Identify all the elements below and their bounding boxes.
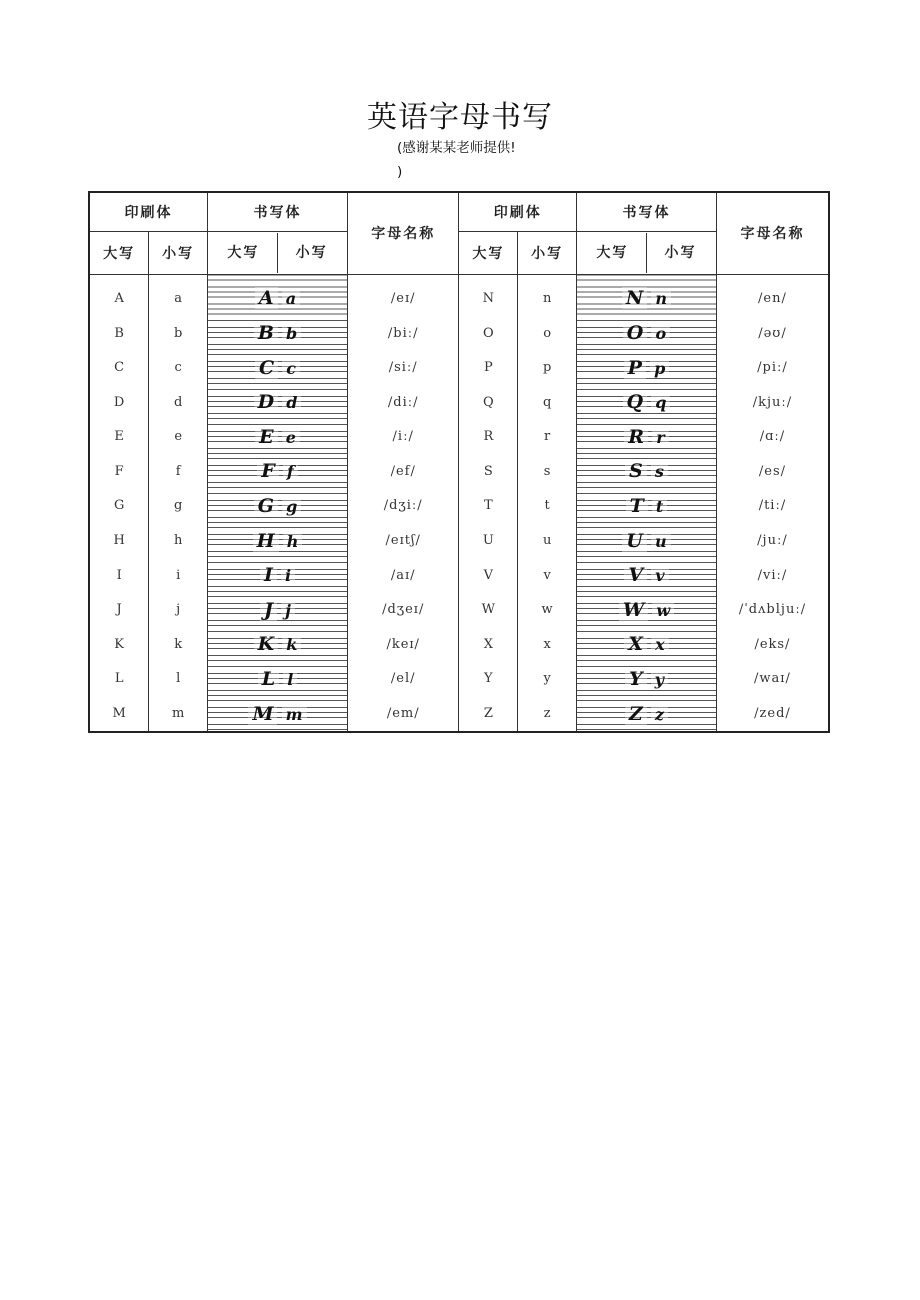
header-script-upper-left: 大写 (227, 245, 260, 261)
letter-name-cell: /piː/ (716, 350, 828, 385)
script-cell (208, 696, 348, 731)
script-lower-letter: g (282, 497, 301, 516)
header-script-upper-right: 大写 (596, 245, 629, 261)
table-row (90, 523, 828, 558)
script-lower-letter: x (651, 635, 669, 654)
letter-name-cell: /iː/ (347, 420, 459, 455)
script-cell (208, 662, 348, 697)
script-cell (208, 316, 348, 351)
print-lower-cell: y (518, 662, 577, 697)
header-script-lower-right: 小写 (664, 245, 697, 261)
letter-name-cell: /siː/ (347, 350, 459, 385)
script-upper-letter: R (624, 426, 648, 448)
print-upper-cell: M (112, 706, 126, 722)
print-lower-cell: f (149, 454, 208, 489)
script-upper-letter: D (254, 391, 278, 413)
script-upper-letter: G (254, 495, 278, 517)
table-row (90, 454, 828, 489)
script-lower-letter: c (282, 359, 300, 378)
header-script-case-right (577, 232, 717, 275)
print-upper-cell: E (114, 429, 124, 445)
script-lower-letter: v (651, 566, 668, 585)
script-cell (208, 627, 348, 662)
script-upper-letter: L (258, 668, 279, 690)
letter-name-cell: /viː/ (716, 558, 828, 593)
print-lower-cell: h (149, 523, 208, 558)
header-print-lower-left: 小写 (149, 232, 208, 275)
print-lower-cell: z (518, 696, 577, 731)
script-upper-letter: F (257, 460, 279, 482)
print-lower-cell: r (518, 420, 577, 455)
script-upper-letter: A (255, 287, 278, 309)
print-upper-cell: K (114, 636, 124, 652)
script-lower-letter: j (281, 601, 295, 620)
print-upper-cell: A (114, 290, 124, 306)
script-lower-letter: y (651, 670, 668, 689)
script-upper-letter: X (624, 633, 647, 655)
print-lower-cell: m (149, 696, 208, 731)
print-upper-cell: O (459, 316, 518, 351)
script-lower-letter: s (651, 462, 668, 481)
print-lower-cell: e (149, 420, 208, 455)
script-lower-letter: l (283, 670, 297, 689)
letter-name-cell: /keɪ/ (347, 627, 459, 662)
print-upper-cell: V (459, 558, 518, 593)
script-upper-letter: B (254, 322, 278, 344)
alphabet-table-sheet (88, 191, 830, 733)
script-upper-letter: Z (625, 703, 647, 725)
script-upper-letter: J (260, 599, 277, 621)
script-lower-letter: e (282, 428, 300, 447)
print-lower-cell: o (518, 316, 577, 351)
letter-name-cell: /diː/ (347, 385, 459, 420)
script-lower-letter: d (282, 393, 301, 412)
script-cell (577, 523, 717, 558)
print-lower-cell: a (149, 275, 208, 316)
header-script-lower-left: 小写 (295, 245, 328, 261)
print-upper-cell: Q (459, 385, 518, 420)
print-upper-cell: I (116, 567, 122, 583)
script-lower-letter: w (652, 601, 674, 620)
letter-name-cell: /kjuː/ (716, 385, 828, 420)
print-upper-cell: X (459, 627, 518, 662)
print-lower-cell: t (518, 489, 577, 524)
header-script-right: 书写体 (577, 193, 717, 232)
script-upper-letter: Q (623, 391, 648, 413)
print-upper-cell: W (459, 592, 518, 627)
script-upper-letter: S (625, 460, 647, 482)
table-row (90, 627, 828, 662)
script-cell (577, 662, 717, 697)
letter-name-cell: /eɪ/ (347, 275, 459, 316)
script-cell (577, 454, 717, 489)
page-title: 英语字母书写 (367, 100, 553, 136)
print-upper-cell: D (113, 394, 125, 410)
print-lower-cell: u (518, 523, 577, 558)
script-cell (577, 558, 717, 593)
table-row (90, 385, 828, 420)
script-upper-letter: K (254, 633, 279, 655)
header-name-right: 字母名称 (716, 193, 828, 275)
script-lower-letter: n (651, 289, 671, 308)
script-lower-letter: o (651, 324, 670, 343)
table-row (90, 592, 828, 627)
header-name-left: 字母名称 (347, 193, 459, 275)
print-upper-cell: P (459, 350, 518, 385)
script-cell (577, 592, 717, 627)
credit-line-1: (感谢某某老师提供! (397, 140, 516, 156)
table-row (90, 696, 828, 731)
script-cell (208, 558, 348, 593)
table-row (90, 316, 828, 351)
print-lower-cell: j (149, 592, 208, 627)
print-lower-cell: l (149, 662, 208, 697)
letter-name-cell: /eɪtʃ/ (347, 523, 459, 558)
letter-name-cell: /eks/ (716, 627, 828, 662)
script-lower-letter: z (651, 705, 668, 724)
letter-name-cell: /em/ (347, 696, 459, 731)
table-row (90, 489, 828, 524)
print-upper-cell: L (114, 671, 124, 687)
header-script-case-left (208, 232, 348, 275)
letter-name-cell: /es/ (716, 454, 828, 489)
letter-name-cell: /waɪ/ (716, 662, 828, 697)
letter-name-cell: /əʊ/ (716, 316, 828, 351)
script-upper-letter: H (253, 530, 279, 552)
script-cell (577, 385, 717, 420)
table-row (90, 275, 828, 316)
letter-name-cell: /ɑː/ (716, 420, 828, 455)
script-upper-letter: W (619, 599, 648, 621)
letter-name-cell: /ˈdʌbljuː/ (716, 592, 828, 627)
credit-line-2: ) (397, 164, 403, 180)
letter-name-cell: /zed/ (716, 696, 828, 731)
letter-name-cell: /dʒiː/ (347, 489, 459, 524)
script-cell (577, 627, 717, 662)
script-cell (577, 275, 717, 316)
print-upper-cell: R (459, 420, 518, 455)
script-cell (208, 350, 348, 385)
print-lower-cell: n (518, 275, 577, 316)
letter-name-cell: /biː/ (347, 316, 459, 351)
script-cell (208, 454, 348, 489)
print-upper-cell: F (114, 463, 124, 479)
print-upper-cell: S (459, 454, 518, 489)
script-cell (208, 489, 348, 524)
script-upper-letter: P (624, 357, 646, 379)
script-lower-letter: f (283, 462, 298, 481)
header-print-upper-left: 大写 (90, 232, 149, 275)
header-print-right: 印刷体 (459, 193, 577, 232)
print-lower-cell: i (149, 558, 208, 593)
print-lower-cell: q (518, 385, 577, 420)
print-upper-cell: T (459, 489, 518, 524)
script-lower-letter: i (281, 566, 295, 585)
credit-note (397, 136, 516, 184)
script-upper-letter: I (260, 564, 277, 586)
alphabet-table (90, 193, 828, 731)
header-print-left: 印刷体 (90, 193, 208, 232)
script-lower-letter: a (282, 289, 300, 308)
letter-name-cell: /en/ (716, 275, 828, 316)
script-lower-letter: q (651, 393, 670, 412)
header-print-lower-right: 小写 (518, 232, 577, 275)
script-lower-letter: u (651, 532, 671, 551)
print-lower-cell: c (149, 350, 208, 385)
script-cell (577, 316, 717, 351)
script-upper-letter: E (255, 426, 277, 448)
print-upper-cell: H (113, 533, 125, 549)
script-upper-letter: Y (625, 668, 647, 690)
script-lower-letter: m (282, 705, 307, 724)
print-upper-cell: Z (459, 696, 518, 731)
script-cell (208, 592, 348, 627)
script-upper-letter: V (624, 564, 647, 586)
script-cell (208, 420, 348, 455)
script-cell (577, 350, 717, 385)
print-upper-cell: U (459, 523, 518, 558)
script-upper-letter: U (622, 530, 647, 552)
print-upper-cell: Y (459, 662, 518, 697)
print-upper-cell: B (114, 325, 124, 341)
print-lower-cell: v (518, 558, 577, 593)
script-lower-letter: k (282, 635, 301, 654)
table-row (90, 558, 828, 593)
print-upper-cell: N (459, 275, 518, 316)
script-upper-letter: N (622, 287, 647, 309)
alphabet-rows (90, 275, 828, 732)
script-cell (208, 523, 348, 558)
script-upper-letter: O (623, 322, 648, 344)
print-upper-cell: G (113, 498, 125, 514)
script-lower-letter: h (283, 532, 303, 551)
print-upper-cell: C (114, 360, 125, 376)
header-print-upper-right: 大写 (459, 232, 518, 275)
script-cell (577, 696, 717, 731)
print-lower-cell: s (518, 454, 577, 489)
letter-name-cell: /ef/ (347, 454, 459, 489)
letter-name-cell: /aɪ/ (347, 558, 459, 593)
script-upper-letter: C (255, 357, 278, 379)
letter-name-cell: /el/ (347, 662, 459, 697)
table-row (90, 350, 828, 385)
print-lower-cell: w (518, 592, 577, 627)
script-lower-letter: r (652, 428, 668, 447)
table-row (90, 420, 828, 455)
print-lower-cell: x (518, 627, 577, 662)
print-lower-cell: b (149, 316, 208, 351)
print-upper-cell: J (116, 602, 122, 618)
print-lower-cell: d (149, 385, 208, 420)
script-lower-letter: t (652, 497, 667, 516)
script-lower-letter: b (282, 324, 301, 343)
header-script-left: 书写体 (208, 193, 348, 232)
script-cell (577, 489, 717, 524)
script-cell (577, 420, 717, 455)
table-row (90, 662, 828, 697)
letter-name-cell: /tiː/ (716, 489, 828, 524)
script-lower-letter: p (650, 359, 669, 378)
script-cell (208, 275, 348, 316)
script-upper-letter: T (626, 495, 648, 517)
letter-name-cell: /juː/ (716, 523, 828, 558)
print-lower-cell: g (149, 489, 208, 524)
print-lower-cell: k (149, 627, 208, 662)
print-lower-cell: p (518, 350, 577, 385)
script-cell (208, 385, 348, 420)
letter-name-cell: /dʒeɪ/ (347, 592, 459, 627)
script-upper-letter: M (248, 703, 277, 725)
